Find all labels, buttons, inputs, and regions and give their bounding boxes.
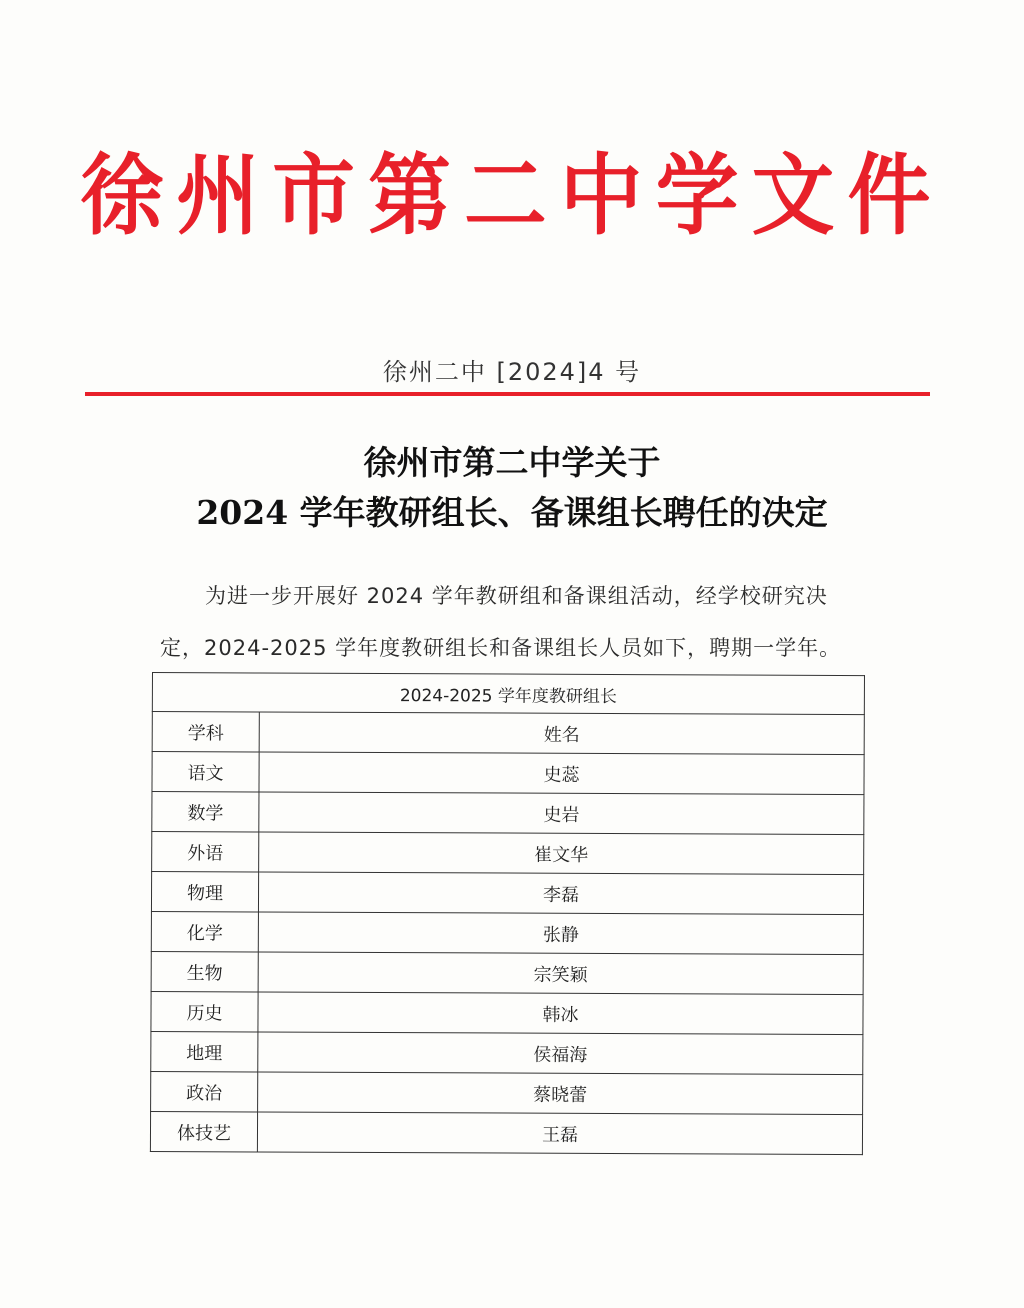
column-header-name: 姓名 [259,712,864,755]
table-row [152,752,864,795]
subject-cell: 历史 [151,991,258,1031]
subject-cell: 地理 [151,1031,258,1071]
decision-title-line-2: 2024 学年教研组长、备课组长聘任的决定 [196,493,828,532]
table-caption: 2024-2025 学年度教研组长 [152,673,864,715]
leader-name-cell: 史蕊 [259,752,864,795]
table-row [151,1071,863,1114]
leader-name-cell: 王磊 [257,1112,862,1155]
leader-name-cell: 张静 [258,912,863,955]
table-row [152,792,864,835]
subject-cell: 体技艺 [150,1111,257,1151]
table-row [150,1111,862,1154]
leader-name-cell: 蔡晓蕾 [258,1072,863,1115]
body-paragraph-line-2: 定，2024-2025 学年度教研组长和备课组长人员如下，聘期一学年。 [160,636,842,660]
subject-cell: 语文 [152,752,259,792]
subject-cell: 政治 [151,1071,258,1111]
table-row [151,1031,863,1074]
leader-name-cell: 崔文华 [259,832,864,875]
teaching-group-leaders-table [150,672,865,1155]
leader-name-cell: 宗笑颖 [258,952,863,995]
subject-cell: 物理 [151,872,258,912]
table-caption-row [152,673,864,715]
subject-cell: 生物 [151,951,258,991]
table-row [151,991,863,1034]
leader-name-cell: 韩冰 [258,992,863,1035]
table-row [151,911,863,954]
subject-cell: 外语 [152,832,259,872]
leader-name-cell: 侯福海 [258,1032,863,1075]
decision-title [0,438,1024,538]
table-row [152,832,864,875]
document-number: 徐州二中 [2024]4 号 [382,358,642,386]
document-header-title: 徐州市第二中学文件 [80,143,944,247]
header-divider [85,392,930,396]
subject-cell: 化学 [151,911,258,951]
table-row [151,951,863,994]
table-row [151,872,863,915]
column-header-subject: 学科 [152,712,259,752]
leader-name-cell: 李磊 [258,872,863,915]
table-header-row [152,712,864,755]
leader-name-cell: 史岩 [259,792,864,835]
body-paragraph-line-1: 为进一步开展好 2024 学年教研组和备课组活动，经学校研究决 [205,584,828,608]
subject-cell: 数学 [152,792,259,832]
decision-title-line-1: 徐州市第二中学关于 [363,443,661,482]
